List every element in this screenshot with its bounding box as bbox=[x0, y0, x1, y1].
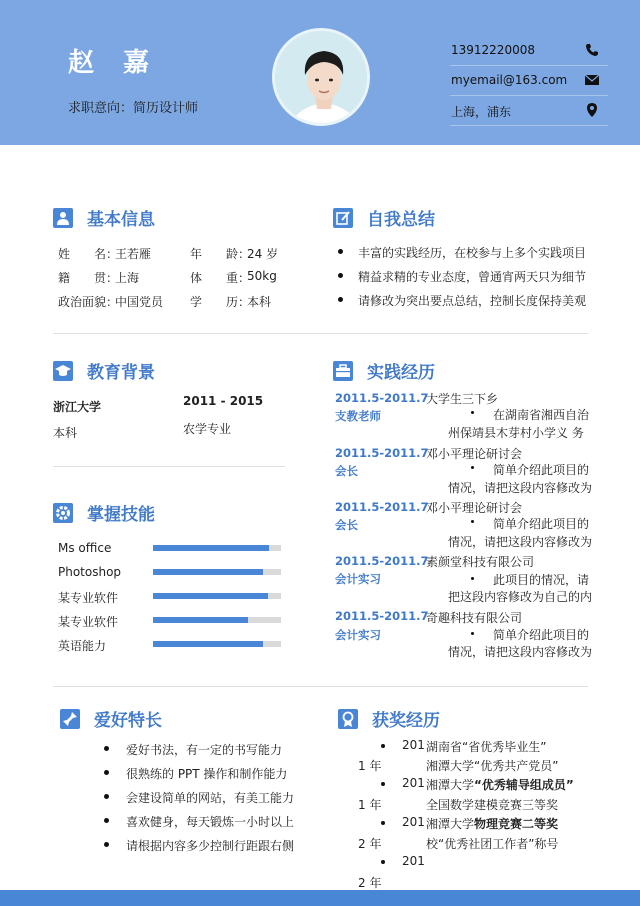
bullet bbox=[471, 577, 474, 580]
label-weight: 体 重： bbox=[190, 271, 251, 285]
hobby-item: 请根据内容多少控制行距跟右侧 bbox=[126, 839, 295, 853]
practice-desc: 情况，请把这段内容修改为 bbox=[448, 481, 593, 495]
profile-photo bbox=[272, 28, 370, 126]
phone-text: 13912220008 bbox=[451, 43, 535, 57]
mail-icon bbox=[584, 72, 600, 88]
email-text: myemail@163.com bbox=[451, 73, 568, 87]
practice-desc: 此项目的情况，请 bbox=[493, 573, 590, 587]
value-education: 本科 bbox=[247, 295, 272, 309]
bullet bbox=[104, 818, 109, 823]
practice-role: 会计实习 bbox=[335, 628, 381, 642]
value-hometown: 上海 bbox=[115, 271, 140, 285]
section-title: 自我总结 bbox=[367, 210, 435, 230]
candidate-name: 赵 嘉 bbox=[68, 48, 160, 78]
education-years: 2011 - 2015 bbox=[183, 394, 264, 408]
location-text: 上海，浦东 bbox=[451, 105, 512, 119]
skill-bar-fill bbox=[153, 593, 268, 599]
practice-desc: 在湖南省湘西自治 bbox=[493, 408, 590, 422]
award-year: 1 年 bbox=[358, 759, 382, 773]
award-year: 2 年 bbox=[358, 837, 382, 851]
section-title: 基本信息 bbox=[87, 210, 155, 230]
skill-name: Photoshop bbox=[58, 565, 122, 579]
bullet bbox=[338, 297, 343, 302]
skill-bar-fill bbox=[153, 641, 263, 647]
award-year: 2 年 bbox=[358, 876, 382, 890]
degree: 本科 bbox=[53, 426, 78, 440]
practice-desc: 情况，请把这段内容修改为 bbox=[448, 535, 593, 549]
contact-email bbox=[450, 66, 608, 96]
bullet bbox=[381, 860, 385, 864]
person-icon bbox=[53, 208, 73, 228]
award-text: 湘潭大学物理竞赛二等奖 bbox=[426, 817, 559, 831]
footer-bar bbox=[0, 890, 640, 906]
practice-date: 2011.5-2011.7 bbox=[335, 391, 429, 405]
practice-desc: 简单介绍此项目的 bbox=[493, 463, 590, 477]
practice-org: 奇趣科技有限公司 bbox=[426, 611, 523, 625]
bullet bbox=[381, 744, 385, 748]
bullet bbox=[338, 249, 343, 254]
label-politics: 政治面貌： bbox=[58, 295, 119, 309]
section-education bbox=[53, 358, 155, 383]
skill-bar bbox=[153, 617, 281, 623]
bullet bbox=[338, 273, 343, 278]
label-age: 年 龄： bbox=[190, 247, 251, 261]
practice-role: 会计实习 bbox=[335, 572, 381, 586]
award-year: 201 bbox=[402, 854, 425, 868]
bullet bbox=[104, 746, 109, 751]
school-name: 浙江大学 bbox=[53, 400, 102, 414]
award-year: 201 bbox=[402, 815, 425, 829]
contact-phone bbox=[450, 36, 608, 66]
award-year: 201 bbox=[402, 776, 425, 790]
award-text: 全国数学建模竞赛三等奖 bbox=[426, 798, 559, 812]
skill-name: 某专业软件 bbox=[58, 615, 119, 629]
label-education: 学 历： bbox=[190, 295, 251, 309]
section-title: 爱好特长 bbox=[94, 711, 162, 731]
bullet bbox=[104, 770, 109, 775]
practice-desc: 简单介绍此项目的 bbox=[493, 628, 590, 642]
skill-bar-fill bbox=[153, 617, 248, 623]
header-banner bbox=[0, 0, 640, 145]
hobby-item: 喜欢健身，每天锻炼一小时以上 bbox=[126, 815, 295, 829]
hobby-item: 很熟练的 PPT 操作和制作能力 bbox=[126, 767, 288, 781]
phone-icon bbox=[584, 42, 600, 58]
hobby-item: 爱好书法，有一定的书写能力 bbox=[126, 743, 283, 757]
skill-bar-fill bbox=[153, 545, 269, 551]
award-year: 201 bbox=[402, 738, 425, 752]
award-text: 校“优秀社团工作者”称号 bbox=[426, 837, 559, 851]
bullet bbox=[471, 520, 474, 523]
value-age: 24 岁 bbox=[247, 247, 279, 261]
skill-bar bbox=[153, 545, 281, 551]
section-title: 实践经历 bbox=[367, 363, 435, 383]
practice-org: 邓小平理论研讨会 bbox=[426, 501, 523, 515]
practice-org: 邓小平理论研讨会 bbox=[426, 447, 523, 461]
skill-name: 某专业软件 bbox=[58, 591, 119, 605]
briefcase-icon bbox=[333, 361, 353, 381]
section-practice bbox=[333, 358, 435, 383]
graduation-cap-icon bbox=[53, 361, 73, 381]
practice-role: 会长 bbox=[335, 518, 358, 532]
major: 农学专业 bbox=[183, 422, 232, 436]
skill-name: Ms office bbox=[58, 541, 112, 555]
value-politics: 中国党员 bbox=[115, 295, 164, 309]
location-pin-icon bbox=[584, 102, 600, 118]
award-year: 1 年 bbox=[358, 798, 382, 812]
medal-icon bbox=[338, 709, 358, 729]
practice-date: 2011.5-2011.7 bbox=[335, 500, 429, 514]
section-basic-info bbox=[53, 205, 155, 230]
section-skills bbox=[53, 500, 155, 525]
section-hobbies bbox=[60, 706, 162, 731]
section-title: 获奖经历 bbox=[372, 711, 440, 731]
label-hometown: 籍 贯： bbox=[58, 271, 119, 285]
award-text: 湖南省“省优秀毕业生” bbox=[426, 740, 547, 754]
practice-date: 2011.5-2011.7 bbox=[335, 554, 429, 568]
bullet bbox=[104, 794, 109, 799]
edit-icon bbox=[333, 208, 353, 228]
bullet bbox=[471, 466, 474, 469]
summary-item: 请修改为突出要点总结，控制长度保持美观 bbox=[358, 294, 587, 308]
value-weight: 50kg bbox=[247, 269, 277, 283]
practice-org: 素颜堂科技有限公司 bbox=[426, 555, 535, 569]
practice-desc: 简单介绍此项目的 bbox=[493, 517, 590, 531]
gear-icon bbox=[53, 503, 73, 523]
bullet bbox=[471, 411, 474, 414]
award-text: 湘潭大学“优秀共产党员” bbox=[426, 759, 559, 773]
section-summary bbox=[333, 205, 435, 230]
skill-bar-fill bbox=[153, 569, 263, 575]
bullet bbox=[104, 842, 109, 847]
divider bbox=[53, 333, 588, 334]
bullet bbox=[471, 632, 474, 635]
bullet bbox=[381, 782, 385, 786]
skill-name: 英语能力 bbox=[58, 639, 107, 653]
summary-item: 丰富的实践经历，在校参与上多个实践项目 bbox=[358, 246, 587, 260]
bullet bbox=[381, 821, 385, 825]
divider bbox=[53, 686, 588, 687]
pin-icon bbox=[60, 709, 80, 729]
job-intent: 求职意向：简历设计师 bbox=[68, 101, 199, 116]
skill-bar bbox=[153, 569, 281, 575]
award-text: 湘潭大学“优秀辅导组成员” bbox=[426, 778, 574, 792]
practice-desc: 情况，请把这段内容修改为 bbox=[448, 645, 593, 659]
skill-bar bbox=[153, 593, 281, 599]
practice-role: 支教老师 bbox=[335, 409, 381, 423]
contact-location bbox=[450, 96, 608, 126]
practice-date: 2011.5-2011.7 bbox=[335, 446, 429, 460]
skill-bar bbox=[153, 641, 281, 647]
practice-desc: 州保靖县木芽村小学义 务 bbox=[448, 426, 584, 440]
practice-date: 2011.5-2011.7 bbox=[335, 609, 429, 623]
value-name: 王若雁 bbox=[115, 247, 152, 261]
section-awards bbox=[338, 706, 440, 731]
practice-role: 会长 bbox=[335, 464, 358, 478]
hobby-item: 会建设简单的网站，有美工能力 bbox=[126, 791, 295, 805]
practice-org: 大学生三下乡 bbox=[426, 392, 499, 406]
divider bbox=[53, 466, 285, 467]
summary-item: 精益求精的专业态度，曾通宵两天只为细节 bbox=[358, 270, 587, 284]
label-name: 姓 名： bbox=[58, 247, 119, 261]
section-title: 掌握技能 bbox=[87, 505, 155, 525]
section-title: 教育背景 bbox=[87, 363, 155, 383]
practice-desc: 把这段内容修改为自己的内 bbox=[448, 590, 593, 604]
